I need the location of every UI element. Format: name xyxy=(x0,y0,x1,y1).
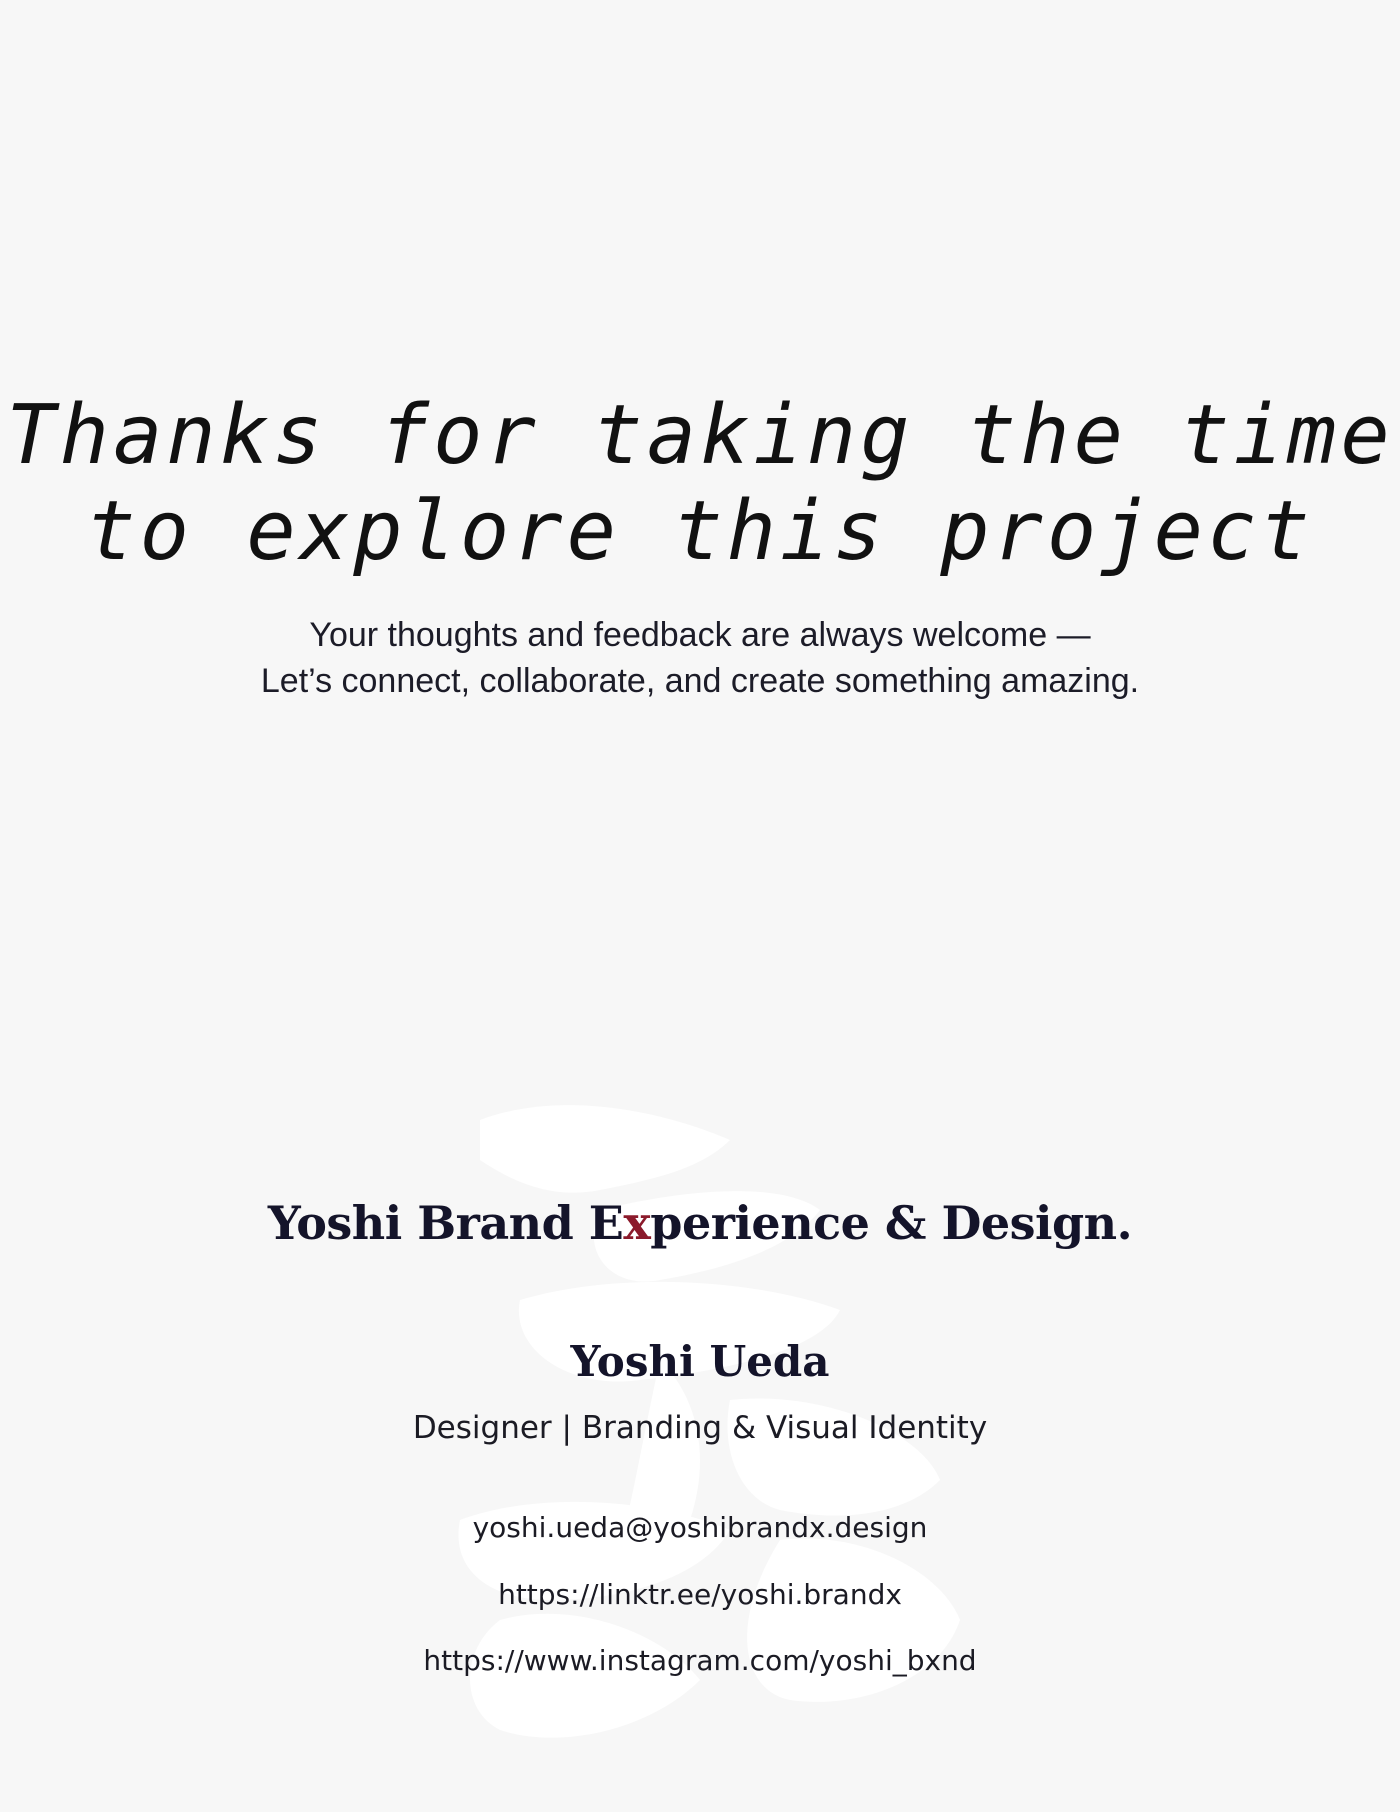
linktree-link[interactable]: https://linktr.ee/yoshi.brandx xyxy=(498,1578,902,1611)
instagram-link[interactable]: https://www.instagram.com/yoshi_bxnd xyxy=(423,1644,977,1677)
designer-name: Yoshi Ueda xyxy=(570,1337,830,1386)
headline xyxy=(0,388,1400,580)
headline-line-1: Thanks for taking the time xyxy=(6,388,1394,483)
brand-name xyxy=(0,1196,1400,1250)
subtitle-line-2: Let’s connect, collaborate, and create something amazing. xyxy=(260,662,1140,700)
brand-name-accent: x xyxy=(623,1196,651,1250)
headline-line-2: to explore this project xyxy=(86,484,1314,579)
email-link[interactable]: yoshi.ueda@yoshibrandx.design xyxy=(472,1511,928,1544)
subtitle xyxy=(0,612,1400,704)
brand-name-end: perience & Design. xyxy=(650,1196,1133,1250)
brand-name-start: Yoshi Brand E xyxy=(267,1196,624,1250)
designer-role: Designer | Branding & Visual Identity xyxy=(412,1410,988,1446)
subtitle-line-1: Your thoughts and feedback are always welcome — xyxy=(309,616,1091,654)
